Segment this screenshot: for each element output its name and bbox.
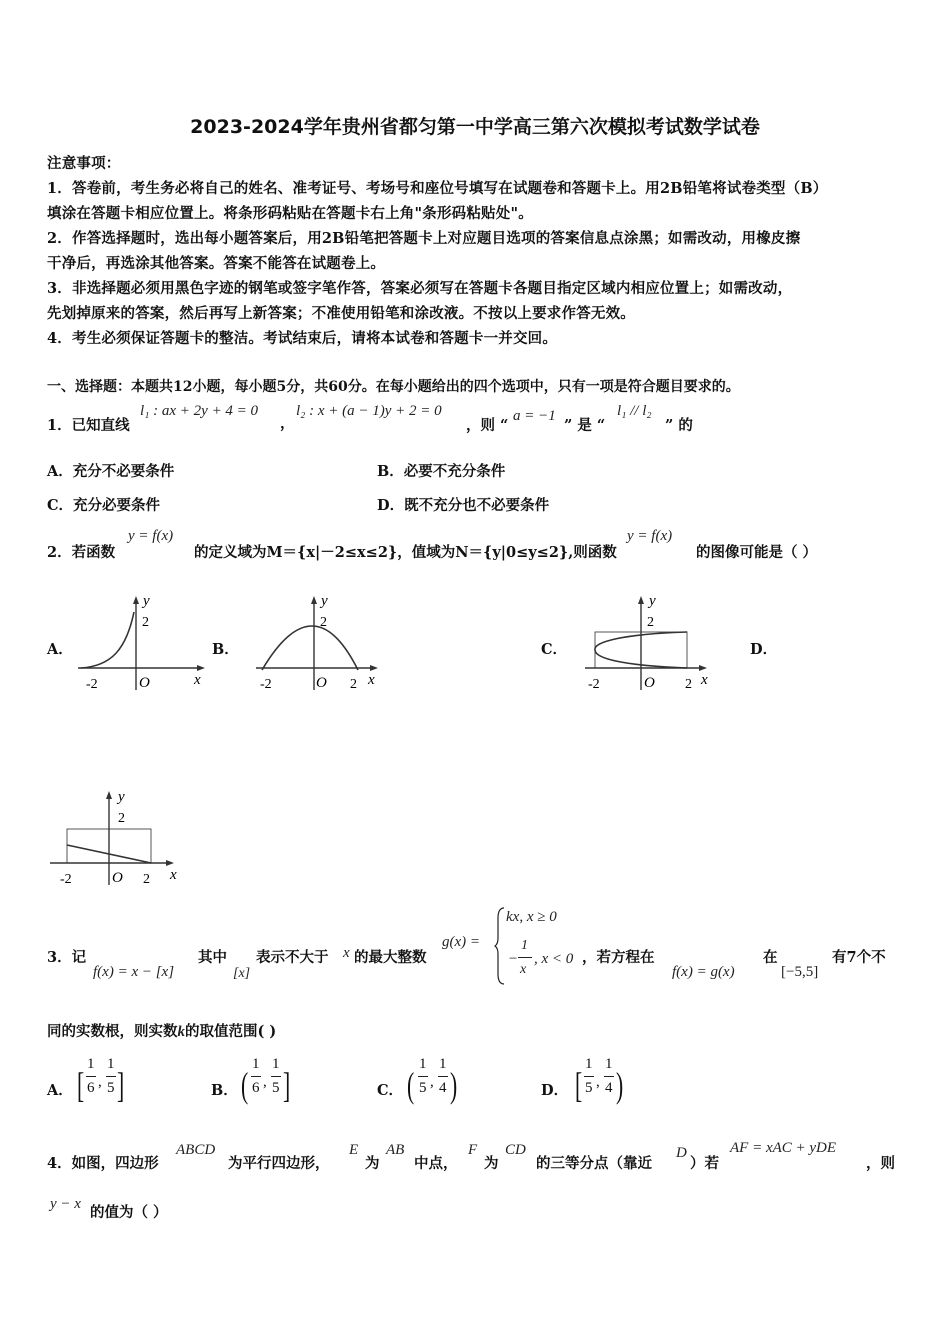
q4-e: E — [349, 1142, 359, 1158]
q3-text: 的最大整数 — [354, 949, 427, 966]
fraction-bar — [251, 1076, 261, 1077]
notice-line: 4．考生必须保证答题卡的整洁。考试结束后，请将本试卷和答题卡一并交回。 — [47, 330, 558, 347]
page-title: 2023-2024学年贵州省都匀第一中学高三第六次模拟考试数学试卷 — [190, 116, 760, 138]
section-heading: 一、选择题：本题共12小题，每小题5分，共60分。在每小题给出的四个选项中，只有一项是符合题目要求的。 — [47, 379, 740, 395]
neg-tick-label: -2 — [260, 677, 272, 692]
q4-text: 为平行四边形， — [228, 1155, 330, 1172]
q1-option-c[interactable]: C．充分必要条件 — [47, 497, 161, 514]
q3-x-variable: x — [343, 945, 350, 961]
q4-text: ）若 — [690, 1155, 719, 1172]
q1-option-d[interactable]: D．既不充分也不必要条件 — [377, 497, 550, 514]
q1-option-a[interactable]: A．充分不必要条件 — [47, 463, 175, 480]
x-axis-arrow-icon — [197, 665, 205, 671]
fraction-bar — [106, 1076, 116, 1077]
y-axis-label: y — [118, 789, 125, 805]
notice-line: 1．答卷前，考生务必将自己的姓名、准考证号、考场号和座位号填写在试题卷和答题卡上。用2B铅笔将试卷类型（B） — [47, 180, 828, 197]
neg-tick-label: -2 — [588, 677, 600, 692]
fraction-bar — [86, 1076, 96, 1077]
q3-line2: 同的实数根，则实数k的取值范围( ) — [47, 1023, 277, 1040]
notice-line: 干净后，再选涂其他答案。答案不能答在试题卷上。 — [47, 255, 386, 272]
q2-graph-a — [76, 590, 216, 695]
q4-prefix: 4．如图，四边形 — [47, 1155, 159, 1172]
fraction-bar — [518, 957, 532, 958]
q2-graph-b — [254, 590, 389, 695]
q4-y-minus-x: y − x — [50, 1196, 81, 1212]
notice-line: 先划掉原来的答案，然后再写上新答案；不准使用铅笔和涂改液。不按以上要求作答无效。 — [47, 305, 635, 322]
y-axis-arrow-icon — [133, 596, 139, 604]
fraction-bar — [604, 1076, 614, 1077]
function-curve — [81, 612, 134, 668]
q3-option-b[interactable]: B． ( 1 6 , 1 5 ] — [211, 1056, 291, 1105]
x-axis-label: x — [368, 672, 375, 688]
function-curve — [262, 626, 358, 670]
q4-text: 中点， — [414, 1155, 458, 1172]
q2-graph-c — [583, 590, 718, 695]
x-axis-arrow-icon — [699, 665, 707, 671]
q3-text: ，若方程在 — [582, 949, 655, 966]
q4-f: F — [468, 1142, 478, 1158]
q2-option-a[interactable]: A． — [47, 641, 73, 658]
q3-bracket-symbol: [x] — [233, 966, 251, 981]
q1-line2-formula: l₂ : x + (a − 1)y + 2 = 0 — [296, 403, 442, 419]
notice-line: 3．非选择题必须用黑色字迹的钢笔或签字笔作答，答案必须写在答题卡各题目指定区域内相应位置上；如需改动， — [47, 280, 793, 297]
notice-line: 2．作答选择题时，选出每小题答案后，用2B铅笔把答题卡上对应题目选项的答案信息点涂黑；如需改动，用橡皮擦 — [47, 230, 801, 247]
y-axis-label: y — [649, 593, 656, 609]
q3-piecewise-brace — [494, 906, 506, 986]
x-axis-arrow-icon — [370, 665, 378, 671]
origin-label: O — [644, 675, 655, 691]
q1-condition-parallel: l₁ // l₂ — [617, 403, 652, 419]
q3-prefix: 3．记 — [47, 949, 87, 966]
y-axis-label: y — [321, 593, 328, 609]
origin-label: O — [139, 675, 150, 691]
origin-label: O — [112, 870, 123, 886]
q3-g-case2-tail: , x < 0 — [534, 951, 574, 967]
q3-text: 表示不大于 — [256, 949, 329, 966]
q1-mid2: ” 是 “ — [564, 417, 606, 434]
q2-prefix: 2．若函数 — [47, 544, 116, 561]
q3-option-a[interactable]: A． [ 1 6 , 1 5 ] — [47, 1056, 125, 1105]
q4-text: ，则 — [866, 1155, 895, 1172]
y-axis-arrow-icon — [638, 596, 644, 604]
q4-ab: AB — [386, 1142, 405, 1158]
q2-option-b[interactable]: B． — [212, 641, 239, 658]
q3-f-definition: f(x) = x − [x] — [93, 964, 175, 980]
origin-label: O — [316, 675, 327, 691]
q1-suffix: ” 的 — [665, 417, 693, 434]
x-axis-label: x — [701, 672, 708, 688]
q2-mid: 的定义域为M＝{x|－2≤x≤2}，值域为N＝{y|0≤y≤2},则函数 — [194, 544, 617, 561]
q3-text: 在 — [763, 949, 778, 966]
q3-equation: f(x) = g(x) — [672, 964, 735, 980]
q1-option-b[interactable]: B．必要不充分条件 — [377, 463, 506, 480]
q1-line1-formula: l₁ : ax + 2y + 4 = 0 — [140, 403, 259, 419]
q2-function: y = f(x) — [128, 528, 174, 544]
q4-vector-equation: AF = xAC + yDE — [730, 1140, 837, 1156]
fraction-bar — [584, 1076, 594, 1077]
q3-g-lhs: g(x) = — [442, 934, 481, 950]
x-axis-label: x — [194, 672, 201, 688]
fraction-bar — [271, 1076, 281, 1077]
pos-tick-label: 2 — [350, 677, 357, 692]
q4-d: D — [676, 1145, 687, 1161]
notice-heading: 注意事项： — [47, 155, 121, 172]
q3-option-c[interactable]: C． ( 1 5 , 1 4 ) — [377, 1056, 458, 1105]
fraction-bar — [438, 1076, 448, 1077]
y-tick-label: 2 — [647, 615, 654, 630]
q4-text: 为 — [484, 1155, 499, 1172]
neg-tick-label: -2 — [86, 677, 98, 692]
q4-text: 的值为（ ） — [90, 1204, 168, 1221]
q1-mid: ，则 “ — [466, 417, 509, 434]
q3-g-case2-numerator: 1 — [521, 938, 528, 953]
q3-option-d[interactable]: D． [ 1 5 , 1 4 ) — [541, 1056, 624, 1105]
q3-g-case1: kx, x ≥ 0 — [506, 909, 557, 925]
q4-text: 为 — [365, 1155, 380, 1172]
q3-text: 有7个不 — [832, 949, 886, 966]
x-axis-label: x — [170, 867, 177, 883]
q2-option-c[interactable]: C． — [541, 641, 568, 658]
q4-cd: CD — [505, 1142, 526, 1158]
q3-text: 其中 — [198, 949, 227, 966]
q4-text: 的三等分点（靠近 — [536, 1155, 652, 1172]
y-tick-label: 2 — [142, 615, 149, 630]
y-tick-label: 2 — [320, 615, 327, 630]
q2-suffix: 的图像可能是（ ） — [696, 544, 818, 561]
q3-g-case2-denominator: x — [520, 962, 527, 977]
q3-interval: [−5,5] — [781, 964, 819, 980]
pos-tick-label: 2 — [143, 872, 150, 887]
q2-function: y = f(x) — [627, 528, 673, 544]
y-axis-arrow-icon — [311, 596, 317, 604]
q2-graph-d — [48, 785, 188, 890]
notice-line: 填涂在答题卡相应位置上。将条形码粘贴在答题卡右上角"条形码粘贴处"。 — [47, 205, 533, 222]
q1-comma: ， — [280, 415, 295, 432]
fraction-bar — [418, 1076, 428, 1077]
y-axis-arrow-icon — [106, 791, 112, 799]
y-tick-label: 2 — [118, 811, 125, 826]
q1-condition-a: a = −1 — [513, 408, 556, 424]
q1-prefix: 1．已知直线 — [47, 417, 130, 434]
q3-g-minus: − — [508, 951, 519, 967]
y-axis-label: y — [143, 593, 150, 609]
neg-tick-label: -2 — [60, 872, 72, 887]
q2-option-d[interactable]: D． — [750, 641, 778, 658]
pos-tick-label: 2 — [685, 677, 692, 692]
x-axis-arrow-icon — [166, 860, 174, 866]
q4-abcd: ABCD — [176, 1142, 216, 1158]
